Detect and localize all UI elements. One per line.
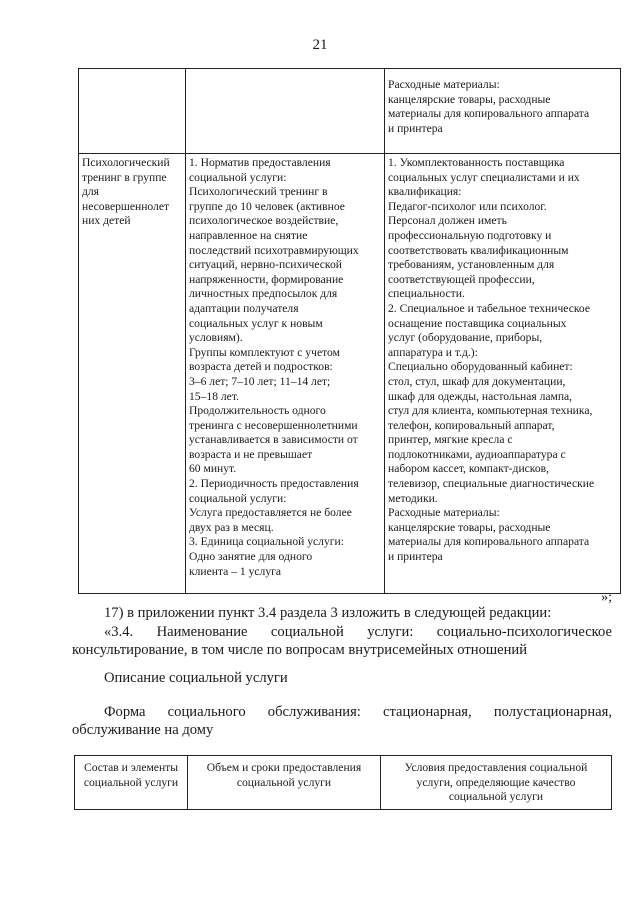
cell-line: соответствовать квалификационным bbox=[388, 243, 569, 257]
paragraph-service-form-continuation: обслуживание на дому bbox=[72, 722, 214, 738]
cell-line: социальных услуг к новым bbox=[189, 316, 323, 330]
cell-line: группе до 10 человек (активное bbox=[189, 199, 345, 213]
cell-line: социальной услуги: bbox=[189, 491, 287, 505]
cell-line: психологическое воздействие, bbox=[189, 214, 339, 228]
cell-line: квалификация: bbox=[388, 185, 462, 199]
cell-line: Одно занятие для одного bbox=[189, 550, 313, 564]
service-description-table bbox=[74, 755, 612, 810]
cell-line: и принтера bbox=[388, 550, 443, 564]
cell-line: материалы для копировального аппарата bbox=[388, 107, 590, 121]
cell-line: 3. Единица социальной услуги: bbox=[189, 535, 344, 549]
cell-line: Объем и сроки предоставления bbox=[206, 761, 362, 774]
cell-line: услуг (оборудование, приборы, bbox=[388, 331, 543, 345]
section-title-description: Описание социальной услуги bbox=[104, 670, 288, 686]
cell-line: соответствующей профессии, bbox=[388, 272, 535, 286]
cell-line: шкаф для одежды, настольная лампа, bbox=[388, 389, 573, 403]
cell-line: принтер, мягкие кресла с bbox=[388, 433, 513, 447]
cell-line: социальных услуг специалистами и их bbox=[388, 170, 580, 184]
cell-line: телевизор, специальные диагностические bbox=[388, 477, 595, 491]
cell-line: напряженности, формирование bbox=[189, 272, 344, 286]
cell-line: Педагог-психолог или психолог. bbox=[388, 199, 547, 213]
cell-line: тренинга с несовершеннолетними bbox=[189, 418, 358, 432]
cell-line: стул для клиента, компьютерная техника, bbox=[388, 404, 593, 418]
table-cell-volume bbox=[186, 69, 385, 154]
cell-line: направленное на снятие bbox=[189, 228, 308, 242]
column-header-volume bbox=[188, 756, 381, 810]
cell-line: устанавливается в зависимости от bbox=[189, 433, 358, 447]
cell-line: последствий психотравмирующих bbox=[189, 243, 359, 257]
cell-line: клиента – 1 услуга bbox=[189, 564, 282, 578]
cell-line: них детей bbox=[82, 214, 131, 228]
page-number: 21 bbox=[312, 37, 328, 53]
table-row bbox=[79, 154, 621, 594]
cell-line: канцелярские товары, расходные bbox=[388, 92, 551, 106]
cell-line: социальной услуги bbox=[236, 775, 332, 789]
cell-line: услуги, определяющие качество bbox=[416, 775, 576, 789]
cell-line: Психологический тренинг в bbox=[189, 185, 328, 199]
cell-line: ситуаций, нервно-психической bbox=[189, 258, 342, 272]
services-table bbox=[78, 68, 621, 594]
cell-line: двух раз в месяц. bbox=[189, 520, 274, 534]
cell-line: Расходные материалы: bbox=[388, 506, 500, 520]
cell-line: возраста и не превышает bbox=[189, 447, 313, 461]
cell-line: несовершеннолет bbox=[82, 199, 170, 213]
cell-line: Условия предоставления социальной bbox=[404, 761, 588, 774]
cell-line: 1. Норматив предоставления bbox=[189, 156, 331, 169]
cell-line: телефон, копировальный аппарат, bbox=[388, 418, 555, 432]
table-header-row bbox=[75, 756, 612, 810]
table-cell-conditions bbox=[385, 69, 621, 154]
cell-line: возраста детей и подростков: bbox=[189, 360, 333, 374]
cell-line: набором кассет, компакт-дисков, bbox=[388, 462, 550, 476]
cell-line: профессиональную подготовку и bbox=[388, 228, 552, 242]
paragraph-item-17: 17) в приложении пункт 3.4 раздела 3 изложить в следующей редакции: bbox=[104, 605, 552, 621]
cell-line: оснащение поставщика социальных bbox=[388, 316, 567, 330]
cell-line: 1. Укомплектованность поставщика bbox=[388, 156, 565, 169]
table-cell-volume bbox=[186, 154, 385, 594]
cell-line: Специально оборудованный кабинет: bbox=[388, 360, 573, 374]
cell-line: адаптации получателя bbox=[189, 301, 299, 315]
cell-line: методики. bbox=[388, 491, 438, 505]
cell-line: канцелярские товары, расходные bbox=[388, 520, 551, 534]
closing-quote: »; bbox=[601, 590, 612, 605]
cell-line: 60 минут. bbox=[189, 462, 237, 476]
cell-line: и принтера bbox=[388, 121, 443, 135]
cell-line: Психологический bbox=[82, 156, 170, 169]
cell-line: условиям). bbox=[189, 331, 243, 345]
paragraph-service-form: Форма социального обслуживания: стационарная, полустационарная, bbox=[104, 704, 612, 720]
table-row bbox=[79, 69, 621, 154]
cell-line: личностных предпосылок для bbox=[189, 287, 338, 301]
cell-line: стол, стул, шкаф для документации, bbox=[388, 374, 566, 388]
cell-line: требованиям, установленным для bbox=[388, 258, 555, 272]
cell-line: Состав и элементы bbox=[83, 761, 179, 774]
cell-line: Группы комплектуют с учетом bbox=[189, 345, 340, 359]
table-cell-conditions bbox=[385, 154, 621, 594]
cell-line: материалы для копировального аппарата bbox=[388, 535, 590, 549]
cell-line: 2. Периодичность предоставления bbox=[189, 477, 359, 491]
cell-line: специальности. bbox=[388, 287, 465, 301]
cell-line: 3–6 лет; 7–10 лет; 11–14 лет; bbox=[189, 374, 331, 388]
cell-line: аппаратура и т.д.): bbox=[388, 345, 478, 359]
table-cell-service-name bbox=[79, 69, 186, 154]
cell-line: Персонал должен иметь bbox=[388, 214, 507, 228]
cell-line: для bbox=[82, 185, 100, 199]
cell-line: 2. Специальное и табельное техническое bbox=[388, 301, 591, 315]
column-header-composition bbox=[75, 756, 188, 810]
paragraph-3-4-heading: «3.4. Наименование социальной услуги: социально-психологическое bbox=[104, 624, 612, 640]
cell-line: 15–18 лет. bbox=[189, 389, 239, 403]
cell-line: Продолжительность одного bbox=[189, 404, 326, 418]
cell-line: социальной услуги bbox=[448, 790, 544, 804]
cell-line: социальной услуги bbox=[83, 775, 179, 789]
paragraph-3-4-heading-continuation: консультирование, в том числе по вопросам внутрисемейных отношений bbox=[72, 642, 528, 658]
table-cell-service-name bbox=[79, 154, 186, 594]
cell-line: Услуга предоставляется не более bbox=[189, 506, 352, 520]
cell-line: социальной услуги: bbox=[189, 170, 287, 184]
cell-line: Расходные материалы: bbox=[388, 78, 500, 91]
column-header-conditions bbox=[381, 756, 612, 810]
cell-line: тренинг в группе bbox=[82, 170, 167, 184]
cell-line: подлокотниками, аудиоаппаратура с bbox=[388, 447, 566, 461]
